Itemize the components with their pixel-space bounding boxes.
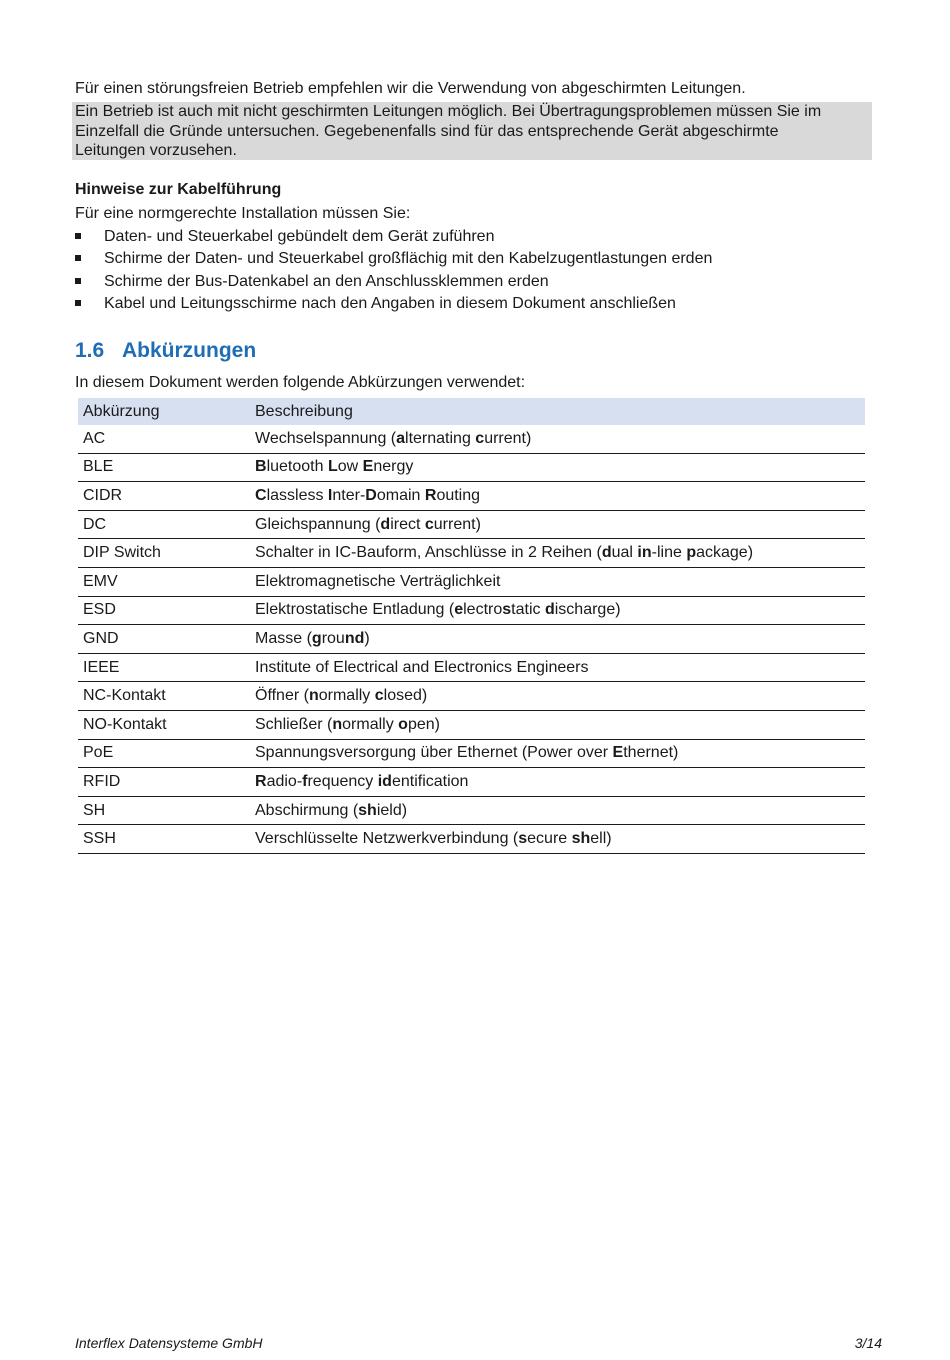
bullet-icon <box>75 278 81 284</box>
description-text: -line <box>651 544 687 562</box>
table-body <box>78 425 865 853</box>
list-item-text: Schirme der Daten- und Steuerkabel großflächig mit den Kabelzugentlastungen erden <box>104 250 713 268</box>
description-text: requency <box>307 772 378 790</box>
abbreviation-cell: DIP Switch <box>78 539 250 568</box>
description-cell <box>250 567 865 596</box>
description-cell <box>250 425 865 453</box>
description-text: Institute of Electrical and Electronics Engineers <box>255 658 589 676</box>
description-text: ell) <box>590 830 612 848</box>
abbreviation-cell: CIDR <box>78 482 250 511</box>
note-box <box>72 102 872 160</box>
list-item <box>75 272 712 294</box>
description-emphasis: E <box>612 744 624 762</box>
description-cell <box>250 539 865 568</box>
description-emphasis: g <box>311 629 322 647</box>
description-text: thernet) <box>623 744 679 762</box>
description-text: ackage) <box>696 544 754 562</box>
description-emphasis: d <box>544 601 555 619</box>
description-emphasis: a <box>396 429 406 447</box>
description-cell <box>250 453 865 482</box>
list-item-text: Kabel und Leitungsschirme nach den Angaben in diesem Dokument anschließen <box>104 294 676 312</box>
description-text: lassless <box>266 486 328 504</box>
table-row <box>78 710 865 739</box>
description-text: Schalter in IC-Bauform, Anschlüsse in 2 Reihen ( <box>255 544 602 562</box>
footer-company: Interflex Datensysteme GmbH <box>75 1335 263 1351</box>
description-emphasis: e <box>454 601 464 619</box>
description-text: outing <box>436 486 481 504</box>
table-row <box>78 567 865 596</box>
description-text: Abschirmung ( <box>255 801 359 819</box>
description-emphasis: c <box>475 429 485 447</box>
description-text: ual <box>611 544 638 562</box>
description-emphasis: d <box>380 515 391 533</box>
description-cell <box>250 510 865 539</box>
abbreviation-cell: NO-Kontakt <box>78 710 250 739</box>
description-emphasis: sh <box>571 830 591 848</box>
description-cell <box>250 625 865 654</box>
description-cell <box>250 796 865 825</box>
description-text: ow <box>337 458 363 476</box>
column-header-abbreviation: Abkürzung <box>78 398 250 425</box>
list-item <box>75 294 712 316</box>
list-item <box>75 227 712 249</box>
description-emphasis: R <box>424 486 437 504</box>
description-text: Masse ( <box>255 629 312 647</box>
description-text: ischarge) <box>554 601 621 619</box>
description-emphasis: B <box>255 458 267 476</box>
description-text: adio- <box>266 772 303 790</box>
description-text: Verschlüsselte Netzwerkverbindung ( <box>255 830 519 848</box>
abbreviation-cell: IEEE <box>78 653 250 682</box>
abbreviation-cell: PoE <box>78 739 250 768</box>
abbreviation-cell: EMV <box>78 567 250 596</box>
description-text: Wechselspannung ( <box>255 429 397 447</box>
description-cell <box>250 739 865 768</box>
description-emphasis: D <box>365 486 377 504</box>
description-emphasis: c <box>424 515 434 533</box>
description-text: lectro <box>463 601 503 619</box>
description-text: omain <box>376 486 425 504</box>
table-row <box>78 539 865 568</box>
description-text: urrent) <box>484 429 532 447</box>
section-title: Abkürzungen <box>122 339 257 362</box>
description-text: Öffner ( <box>255 687 309 705</box>
description-text: ecure <box>527 830 572 848</box>
abbreviation-cell: ESD <box>78 596 250 625</box>
abbreviation-cell: SSH <box>78 825 250 854</box>
description-emphasis: in <box>637 544 652 562</box>
description-emphasis: R <box>255 772 267 790</box>
description-emphasis: o <box>398 715 408 733</box>
column-header-description: Beschreibung <box>250 398 865 425</box>
description-cell <box>250 768 865 797</box>
description-text: nergy <box>373 458 414 476</box>
section-number: 1.6 <box>75 339 105 362</box>
description-text: Gleichspannung ( <box>255 515 381 533</box>
description-emphasis: s <box>502 601 512 619</box>
description-text: nter- <box>332 486 366 504</box>
description-cell <box>250 482 865 511</box>
description-text: rou <box>321 629 345 647</box>
abbreviation-cell: DC <box>78 510 250 539</box>
abbreviation-table <box>78 398 865 854</box>
description-text: pen) <box>407 715 440 733</box>
description-text: ield) <box>376 801 408 819</box>
description-emphasis: f <box>302 772 308 790</box>
note-line: Einzelfall die Gründe untersuchen. Gegebenenfalls sind für das entsprechende Gerät abgeschirmte <box>75 122 779 140</box>
table-row <box>78 482 865 511</box>
description-text: Elektromagnetische Verträglichkeit <box>255 572 501 590</box>
description-emphasis: n <box>308 687 319 705</box>
list-item-text: Schirme der Bus-Datenkabel an den Anschlussklemmen erden <box>104 272 549 290</box>
description-cell <box>250 682 865 711</box>
note-line: Ein Betrieb ist auch mit nicht geschirmten Leitungen möglich. Bei Übertragungsproblemen müssen Sie im <box>75 103 822 120</box>
cabling-list <box>75 227 712 316</box>
description-emphasis: nd <box>344 629 365 647</box>
table-row <box>78 596 865 625</box>
table-row <box>78 768 865 797</box>
table-row <box>78 510 865 539</box>
description-emphasis: n <box>332 715 343 733</box>
description-emphasis: I <box>327 486 333 504</box>
description-cell <box>250 596 865 625</box>
description-text: ormally <box>318 687 375 705</box>
bullet-icon <box>75 300 81 306</box>
description-text: irect <box>390 515 425 533</box>
abbreviation-cell: AC <box>78 425 250 453</box>
description-text: lternating <box>405 429 476 447</box>
description-text: Elektrostatische Entladung ( <box>255 601 455 619</box>
description-text: tatic <box>511 601 545 619</box>
table-row <box>78 453 865 482</box>
description-emphasis: sh <box>358 801 377 819</box>
description-text: urrent) <box>433 515 481 533</box>
cabling-intro: Für eine normgerechte Installation müssen Sie: <box>75 205 411 222</box>
abbreviation-cell: GND <box>78 625 250 654</box>
description-emphasis: C <box>255 486 267 504</box>
description-emphasis: s <box>518 830 528 848</box>
description-text: Spannungsversorgung über Ethernet (Power over <box>255 744 613 762</box>
description-emphasis: id <box>377 772 392 790</box>
bullet-icon <box>75 233 81 239</box>
abbreviation-cell: SH <box>78 796 250 825</box>
table-row <box>78 625 865 654</box>
table-row <box>78 796 865 825</box>
note-line: Leitungen vorzusehen. <box>75 142 237 159</box>
list-item-text: Daten- und Steuerkabel gebündelt dem Gerät zuführen <box>104 228 495 245</box>
table-row <box>78 653 865 682</box>
abbreviation-cell: NC-Kontakt <box>78 682 250 711</box>
description-emphasis: E <box>362 458 374 476</box>
description-text: ) <box>364 629 370 647</box>
description-emphasis: d <box>601 544 612 562</box>
description-emphasis: L <box>327 458 338 476</box>
abbreviation-cell: RFID <box>78 768 250 797</box>
description-cell <box>250 710 865 739</box>
description-emphasis: c <box>374 687 384 705</box>
description-text: ormally <box>342 715 399 733</box>
cabling-heading: Hinweise zur Kabelführung <box>75 181 282 198</box>
description-text: entification <box>391 772 469 790</box>
footer-page-number: 3/14 <box>854 1335 882 1351</box>
abbreviation-cell: BLE <box>78 453 250 482</box>
table-row <box>78 425 865 453</box>
table-row <box>78 739 865 768</box>
list-item <box>75 249 712 271</box>
table-row <box>78 682 865 711</box>
description-cell <box>250 825 865 854</box>
description-cell <box>250 653 865 682</box>
bullet-icon <box>75 255 81 261</box>
table-row <box>78 825 865 854</box>
description-text: luetooth <box>266 458 328 476</box>
section-intro: In diesem Dokument werden folgende Abkürzungen verwendet: <box>75 374 526 391</box>
description-text: Schließer ( <box>255 715 333 733</box>
table-header-row <box>78 398 865 425</box>
section-heading <box>75 338 256 364</box>
description-text: losed) <box>383 687 428 705</box>
description-emphasis: p <box>686 544 697 562</box>
intro-paragraph: Für einen störungsfreien Betrieb empfehlen wir die Verwendung von abgeschirmten Leitungen. <box>75 80 746 97</box>
